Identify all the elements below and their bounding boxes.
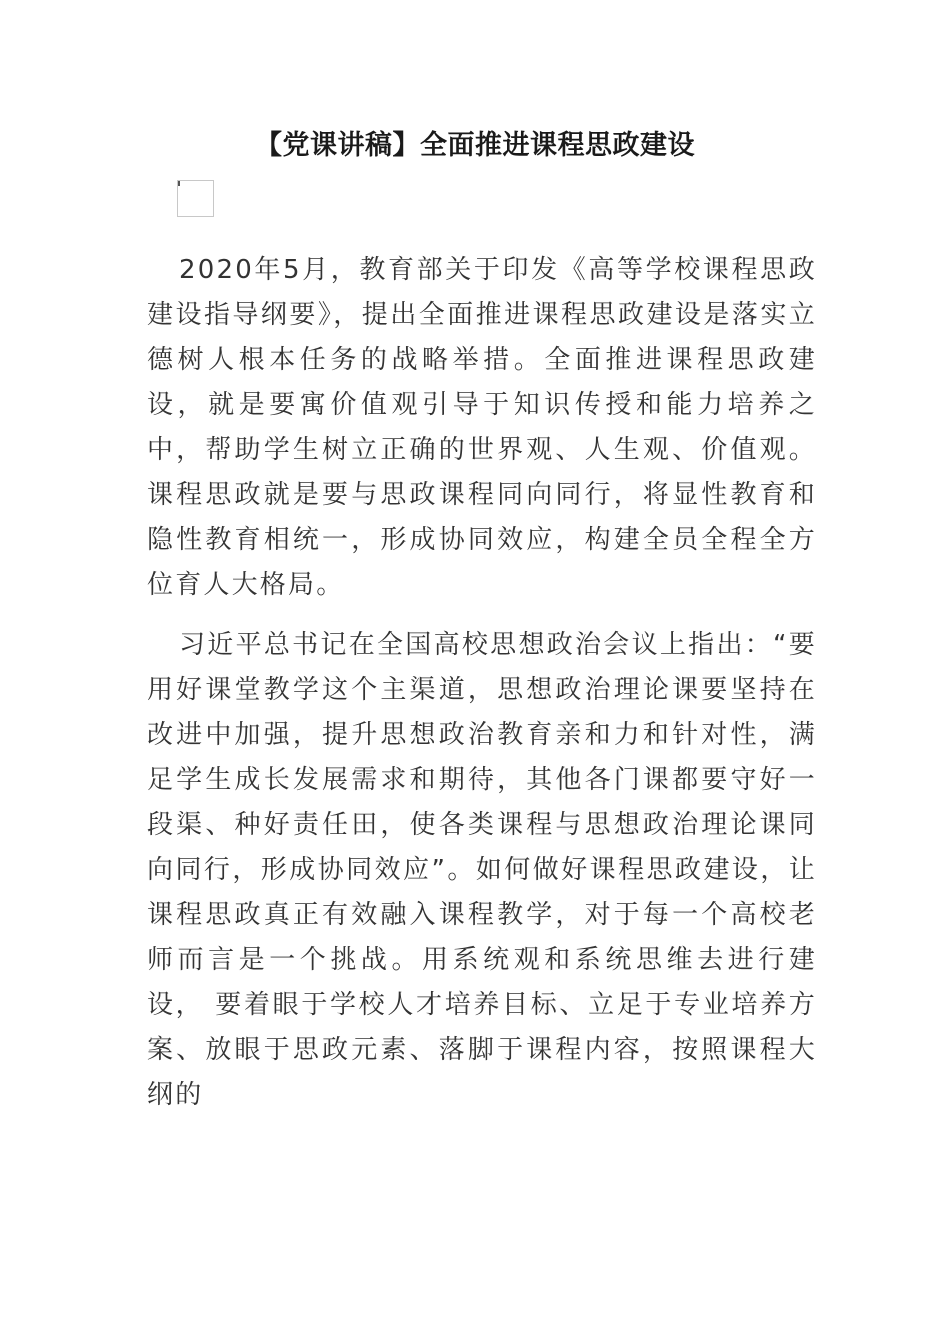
document-body bbox=[147, 248, 817, 1118]
paragraph-2: 习近平总书记在全国高校思想政治会议上指出：“要用好课堂教学这个主渠道，思想政治理论课要坚持在改进中加强，提升思想政治教育亲和力和针对性，满足学生成长发展需求和期待，其他各门课都要守好一段渠、种好责任田，使各类课程与思想政治理论课同向同行，形成协同效应”。如何做好课程思政建设，让课程思政真正有效融入课程教学，对于每一个高校老师而言是一个挑战。用系统观和系统思维去进行建设， 要着眼于学校人才培养目标、立足于专业培养方案、放眼于思政元素、落脚于课程内容，按照课程大纲的 bbox=[147, 630, 817, 1110]
image-placeholder-icon bbox=[177, 180, 214, 217]
image-placeholder-corner bbox=[178, 181, 180, 186]
paragraph-1: 2020年5月，教育部关于印发《高等学校课程思政建设指导纲要》，提出全面推进课程思政建设是落实立德树人根本任务的战略举措。全面推进课程思政建设，就是要寓价值观引导于知识传授和能力培养之中，帮助学生树立正确的世界观、人生观、价值观。课程思政就是要与思政课程同向同行，将显性教育和隐性教育相统一，形成协同效应，构建全员全程全方位育人大格局。 bbox=[147, 255, 817, 600]
document-title: 【党课讲稿】全面推进课程思政建设 bbox=[255, 130, 695, 161]
